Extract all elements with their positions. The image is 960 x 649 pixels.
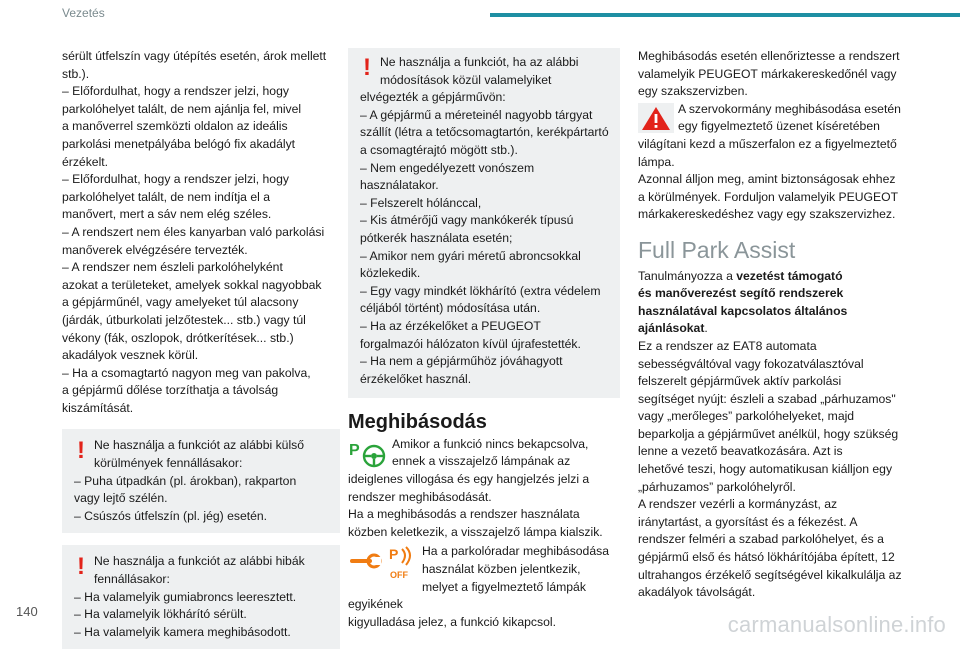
text-line: Ne használja a funkciót az alábbi hibák [94, 554, 305, 569]
steering-warning-triangle-icon [638, 103, 674, 133]
text-line: közlekedik. [360, 266, 421, 281]
text-line: vezetést támogató [736, 268, 843, 283]
text-line: – Ha a csomagtartó nagyon meg van pakolva, [62, 365, 311, 380]
off-label: OFF [390, 570, 408, 581]
text-line: a gépjármű dőlése torzíthatja a távolság [62, 383, 279, 398]
col3-paragraph-4 [638, 338, 910, 602]
text-line: kigyulladása jelez, a funkció kikapcsol. [348, 614, 556, 629]
warning-text [360, 54, 612, 388]
text-line: azokat a területeket, amelyek sokkal nagyobbak [62, 277, 322, 292]
text-line: Amikor a funkció nincs bekapcsolva, [392, 436, 589, 451]
text-line: manővert, mert a sáv nem elég széles. [62, 207, 272, 222]
text-line: érzékelőket használ. [360, 371, 472, 386]
col3-paragraph-1 [638, 48, 910, 101]
col3-paragraph-3 [638, 268, 910, 338]
text-line: kiszámítását. [62, 400, 134, 415]
text-line: rendszer felméri a szabad parkolóhelyet, és a [638, 532, 884, 547]
text-line: céljából történt) módosítása után. [360, 301, 541, 316]
warning-text [74, 437, 332, 525]
exclamation-icon: ! [77, 437, 85, 465]
text-line: melyet a figyelmeztető lámpák egyikének [348, 579, 586, 612]
text-line: – Előfordulhat, hogy a rendszer jelzi, hogy [62, 84, 289, 99]
text-line: Ha a parkolóradar meghibásodása [422, 544, 609, 559]
text-line: a körülmények. Forduljon valamelyik PEUGEOT [638, 189, 899, 204]
col1-paragraph [62, 48, 340, 417]
text-line: (járdák, útburkolati jelzőtestek... stb.) vagy túl [62, 312, 306, 327]
text-line: elvégezték a gépjárművön: [360, 90, 506, 105]
text-line: – Egy vagy mindkét lökhárító (extra védelem [360, 283, 601, 298]
text-line: – Ha nem a gépjárműhöz jóváhagyott [360, 354, 563, 369]
text-line: – Ha valamelyik lökhárító sérült. [74, 607, 247, 622]
text-line: ajánlásokat [638, 321, 705, 336]
park-sensors-off-icon [388, 545, 418, 579]
text-line: gépjármű első és hátsó lökhárítójába épített, 12 [638, 550, 895, 565]
recommend-prefix: Tanulmányozza a [638, 268, 737, 283]
header-accent-bar [490, 13, 960, 17]
text-line: lehetővé teszi, hogy automatikusan kiálljon egy [638, 462, 893, 477]
text-line: Ne használja a funkciót az alábbi külső [94, 438, 305, 453]
text-line: – Nem engedélyezett vonószem [360, 160, 535, 175]
text-line: stb.). [62, 66, 90, 81]
text-line: A rendszer vezérli a kormányzást, az [638, 497, 838, 512]
text-line: beparkolja a gépjárművet anélkül, hogy szükség [638, 426, 899, 441]
text-line: Azonnal álljon meg, amint biztonságosak ehhez [638, 172, 896, 187]
text-line: Ha a meghibásodás a rendszer használata [348, 507, 580, 522]
text-line: ultrahangos érzékelő segítségével kikalkulálja az [638, 567, 902, 582]
wrench-warning-light-icon [348, 545, 384, 575]
text-line: – A rendszert nem éles kanyarban való parkolási [62, 224, 325, 239]
text-line: – Ha valamelyik gumiabroncs leeresztett. [74, 589, 297, 604]
text-line: akadályok távolságát. [638, 585, 756, 600]
text-line: vékony (fák, oszlopok, drótkerítések... stb.) [62, 330, 294, 345]
column-3 [638, 48, 910, 602]
text-line: iránytartást, a gyorsítást és a fékezést. A [638, 514, 858, 529]
text-line: felszerelt gépjárművek aktív parkolási [638, 374, 842, 389]
text-line: forgalmazói hálózaton kívül újrafestették. [360, 336, 581, 351]
text-line: egy figyelmeztető üzenet kíséretében [678, 119, 880, 134]
text-line: sérült útfelszín vagy útépítés esetén, árok mellett [62, 49, 327, 63]
text-line: parkolóhelyet talált, de nem ajánlja fel, mivel [62, 101, 302, 116]
park-assist-warning-light-icon [348, 438, 388, 468]
text-line: használat közben jelentkezik, [422, 562, 581, 577]
page-number: 140 [16, 604, 38, 619]
text-line: – A gépjármű a méreteinél nagyobb tárgyat [360, 107, 593, 122]
text-line: parkolási menetpályába belógó fix akadályt [62, 136, 296, 151]
watermark: carmanualsonline.info [727, 612, 946, 637]
text-line: – Ha az érzékelőket a PEUGEOT [360, 318, 541, 333]
text-line: manőverek elvégzésére tervezték. [62, 242, 248, 257]
text-line: pótkerék használata esetén; [360, 230, 513, 245]
text-line: egy szakszervizben. [638, 84, 748, 99]
text-line: a gépjárműnél, vagy amelyeket túl alacsony [62, 295, 299, 310]
text-line: segítséget nyújt: észleli a szabad „párhuzamos" [638, 391, 896, 406]
svg-text:P: P [349, 441, 360, 459]
exclamation-icon: ! [77, 553, 85, 581]
text-line: közben keletkezik, a visszajelző lámpa kialszik. [348, 524, 603, 539]
text-line: lámpa. [638, 154, 675, 169]
text-line: a manőverrel szemközti oldalon az ideális [62, 119, 288, 134]
text-line: világítani kezd a műszerfalon ez a figyelmeztető [638, 136, 897, 151]
warning-box-external-conditions [62, 429, 340, 533]
text-line: – Csúszós útfelszín (pl. jég) esetén. [74, 508, 268, 523]
text-line: – Amikor nem gyári méretű abroncsokkal [360, 248, 581, 263]
text-line: – Kis átmérőjű vagy mankókerék típusú [360, 213, 574, 228]
warning-text [74, 553, 332, 641]
text-line: lenne a vezető beavatkozására. Azt is [638, 444, 843, 459]
text-line: – Puha útpadkán (pl. árokban), rakparton [74, 473, 297, 488]
column-1 [62, 48, 340, 649]
text-line: „párhuzamos” parkolóhelyről. [638, 479, 796, 494]
text-line: A szervokormány meghibásodása esetén [678, 101, 901, 116]
text-line: valamelyik PEUGEOT márkakereskedőnél vagy [638, 66, 897, 81]
text-line: használatakor. [360, 178, 439, 193]
text-line: sebességváltóval vagy fokozatválasztóval [638, 356, 864, 371]
text-line: – A rendszer nem észleli parkolóhelyként [62, 260, 283, 275]
svg-text:P: P [389, 546, 399, 563]
text-line: márkakereskedéshez vagy egy szakszervizhez. [638, 207, 896, 222]
warning-box-modifications [348, 48, 620, 398]
text-line: és manőverezést segítő rendszerek [638, 286, 844, 301]
text-line: parkolóhelyet talált, de nem indítja el a [62, 189, 270, 204]
text-line: használatával kapcsolatos általános [638, 303, 848, 318]
exclamation-icon: ! [363, 54, 371, 81]
text-line: módosítások közül valamelyiket [380, 72, 552, 87]
text-line: – Előfordulhat, hogy a rendszer jelzi, hogy [62, 172, 289, 187]
header-title: Vezetés [62, 6, 105, 20]
text-line: fennállásakor: [94, 572, 170, 587]
text-line: ideiglenes villogása és egy hangjelzés jelzi a [348, 472, 590, 487]
text-line: akadályok vesznek körül. [62, 348, 199, 363]
text-line: szállít (létra a tetőcsomagtartón, kerékpártartó [360, 125, 609, 140]
text-line: érzékelt. [62, 154, 109, 169]
text-line: a csomagtérajtó mögött stb.). [360, 142, 518, 157]
text-line: Meghibásodás esetén ellenőriztesse a rendszert [638, 49, 900, 63]
section-heading-full-park-assist: Full Park Assist [638, 236, 796, 263]
text-line: vagy „merőleges” parkolóhelyeket, majd [638, 409, 855, 424]
section-heading-fault: Meghibásodás [348, 411, 487, 434]
text-line: – Ha valamelyik kamera meghibásodott. [74, 624, 291, 639]
text-line: rendszer meghibásodását. [348, 489, 492, 504]
text-line: vagy lejtő szélén. [74, 491, 168, 506]
text-line: Ez a rendszer az EAT8 automata [638, 338, 817, 353]
text-line: ennek a visszajelző lámpának az [392, 454, 571, 469]
warning-box-faults [62, 545, 340, 649]
column-2 [348, 48, 620, 631]
fault-paragraph-1 [348, 436, 620, 542]
text-line: Ne használja a funkciót, ha az alábbi [380, 55, 579, 69]
text-line: körülmények fennállásakor: [94, 456, 243, 471]
text-line: – Felszerelt hólánccal, [360, 195, 482, 210]
col3-paragraph-2 [638, 101, 910, 224]
recommend-suffix: . [704, 321, 708, 336]
